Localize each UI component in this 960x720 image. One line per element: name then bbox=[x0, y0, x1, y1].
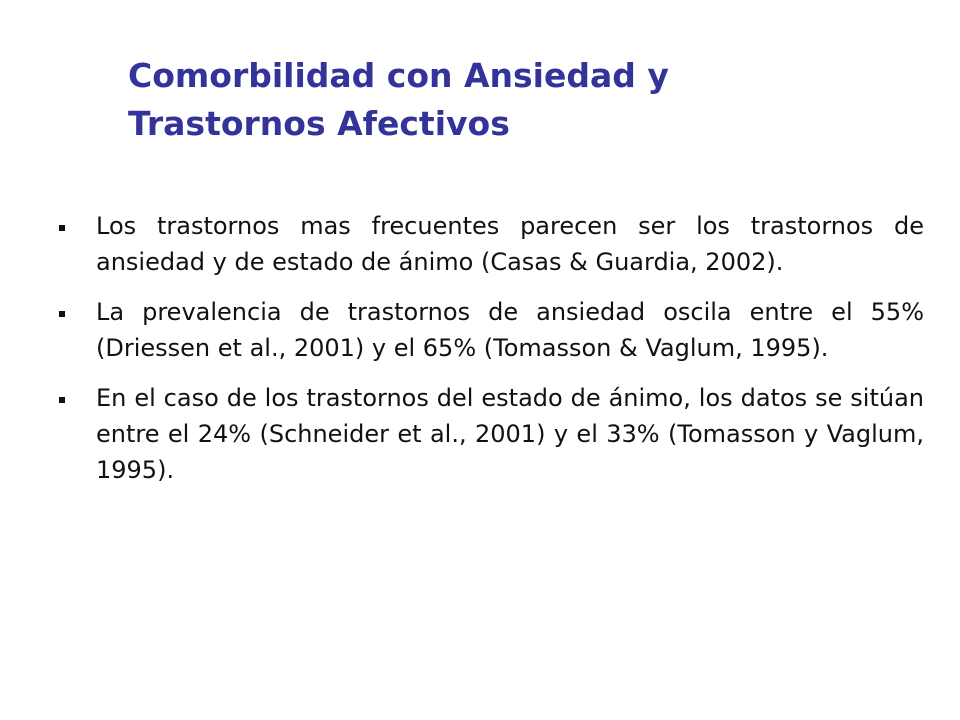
square-bullet-icon bbox=[59, 397, 65, 403]
slide-title bbox=[128, 52, 888, 148]
bullet-item bbox=[56, 208, 924, 280]
bullet-item bbox=[56, 294, 924, 366]
bullet-text: La prevalencia de trastornos de ansiedad oscila entre el 55% (Driessen et al., 2001) y el 65% (Tomasson & Vaglum, 1995). bbox=[96, 298, 924, 362]
bullet-list bbox=[56, 208, 924, 502]
bullet-item bbox=[56, 380, 924, 488]
bullet-text: En el caso de los trastornos del estado de ánimo, los datos se sitúan entre el 24% (Schneider et al., 2001) y el 33% (Tomasson y Vaglum, 1995). bbox=[96, 384, 924, 484]
bullet-text: Los trastornos mas frecuentes parecen ser los trastornos de ansiedad y de estado de ánimo (Casas & Guardia, 2002). bbox=[96, 212, 924, 276]
slide-title-line-1: Comorbilidad con Ansiedad y bbox=[128, 56, 669, 95]
square-bullet-icon bbox=[59, 311, 65, 317]
slide-title-line-2: Trastornos Afectivos bbox=[128, 104, 510, 143]
square-bullet-icon bbox=[59, 225, 65, 231]
